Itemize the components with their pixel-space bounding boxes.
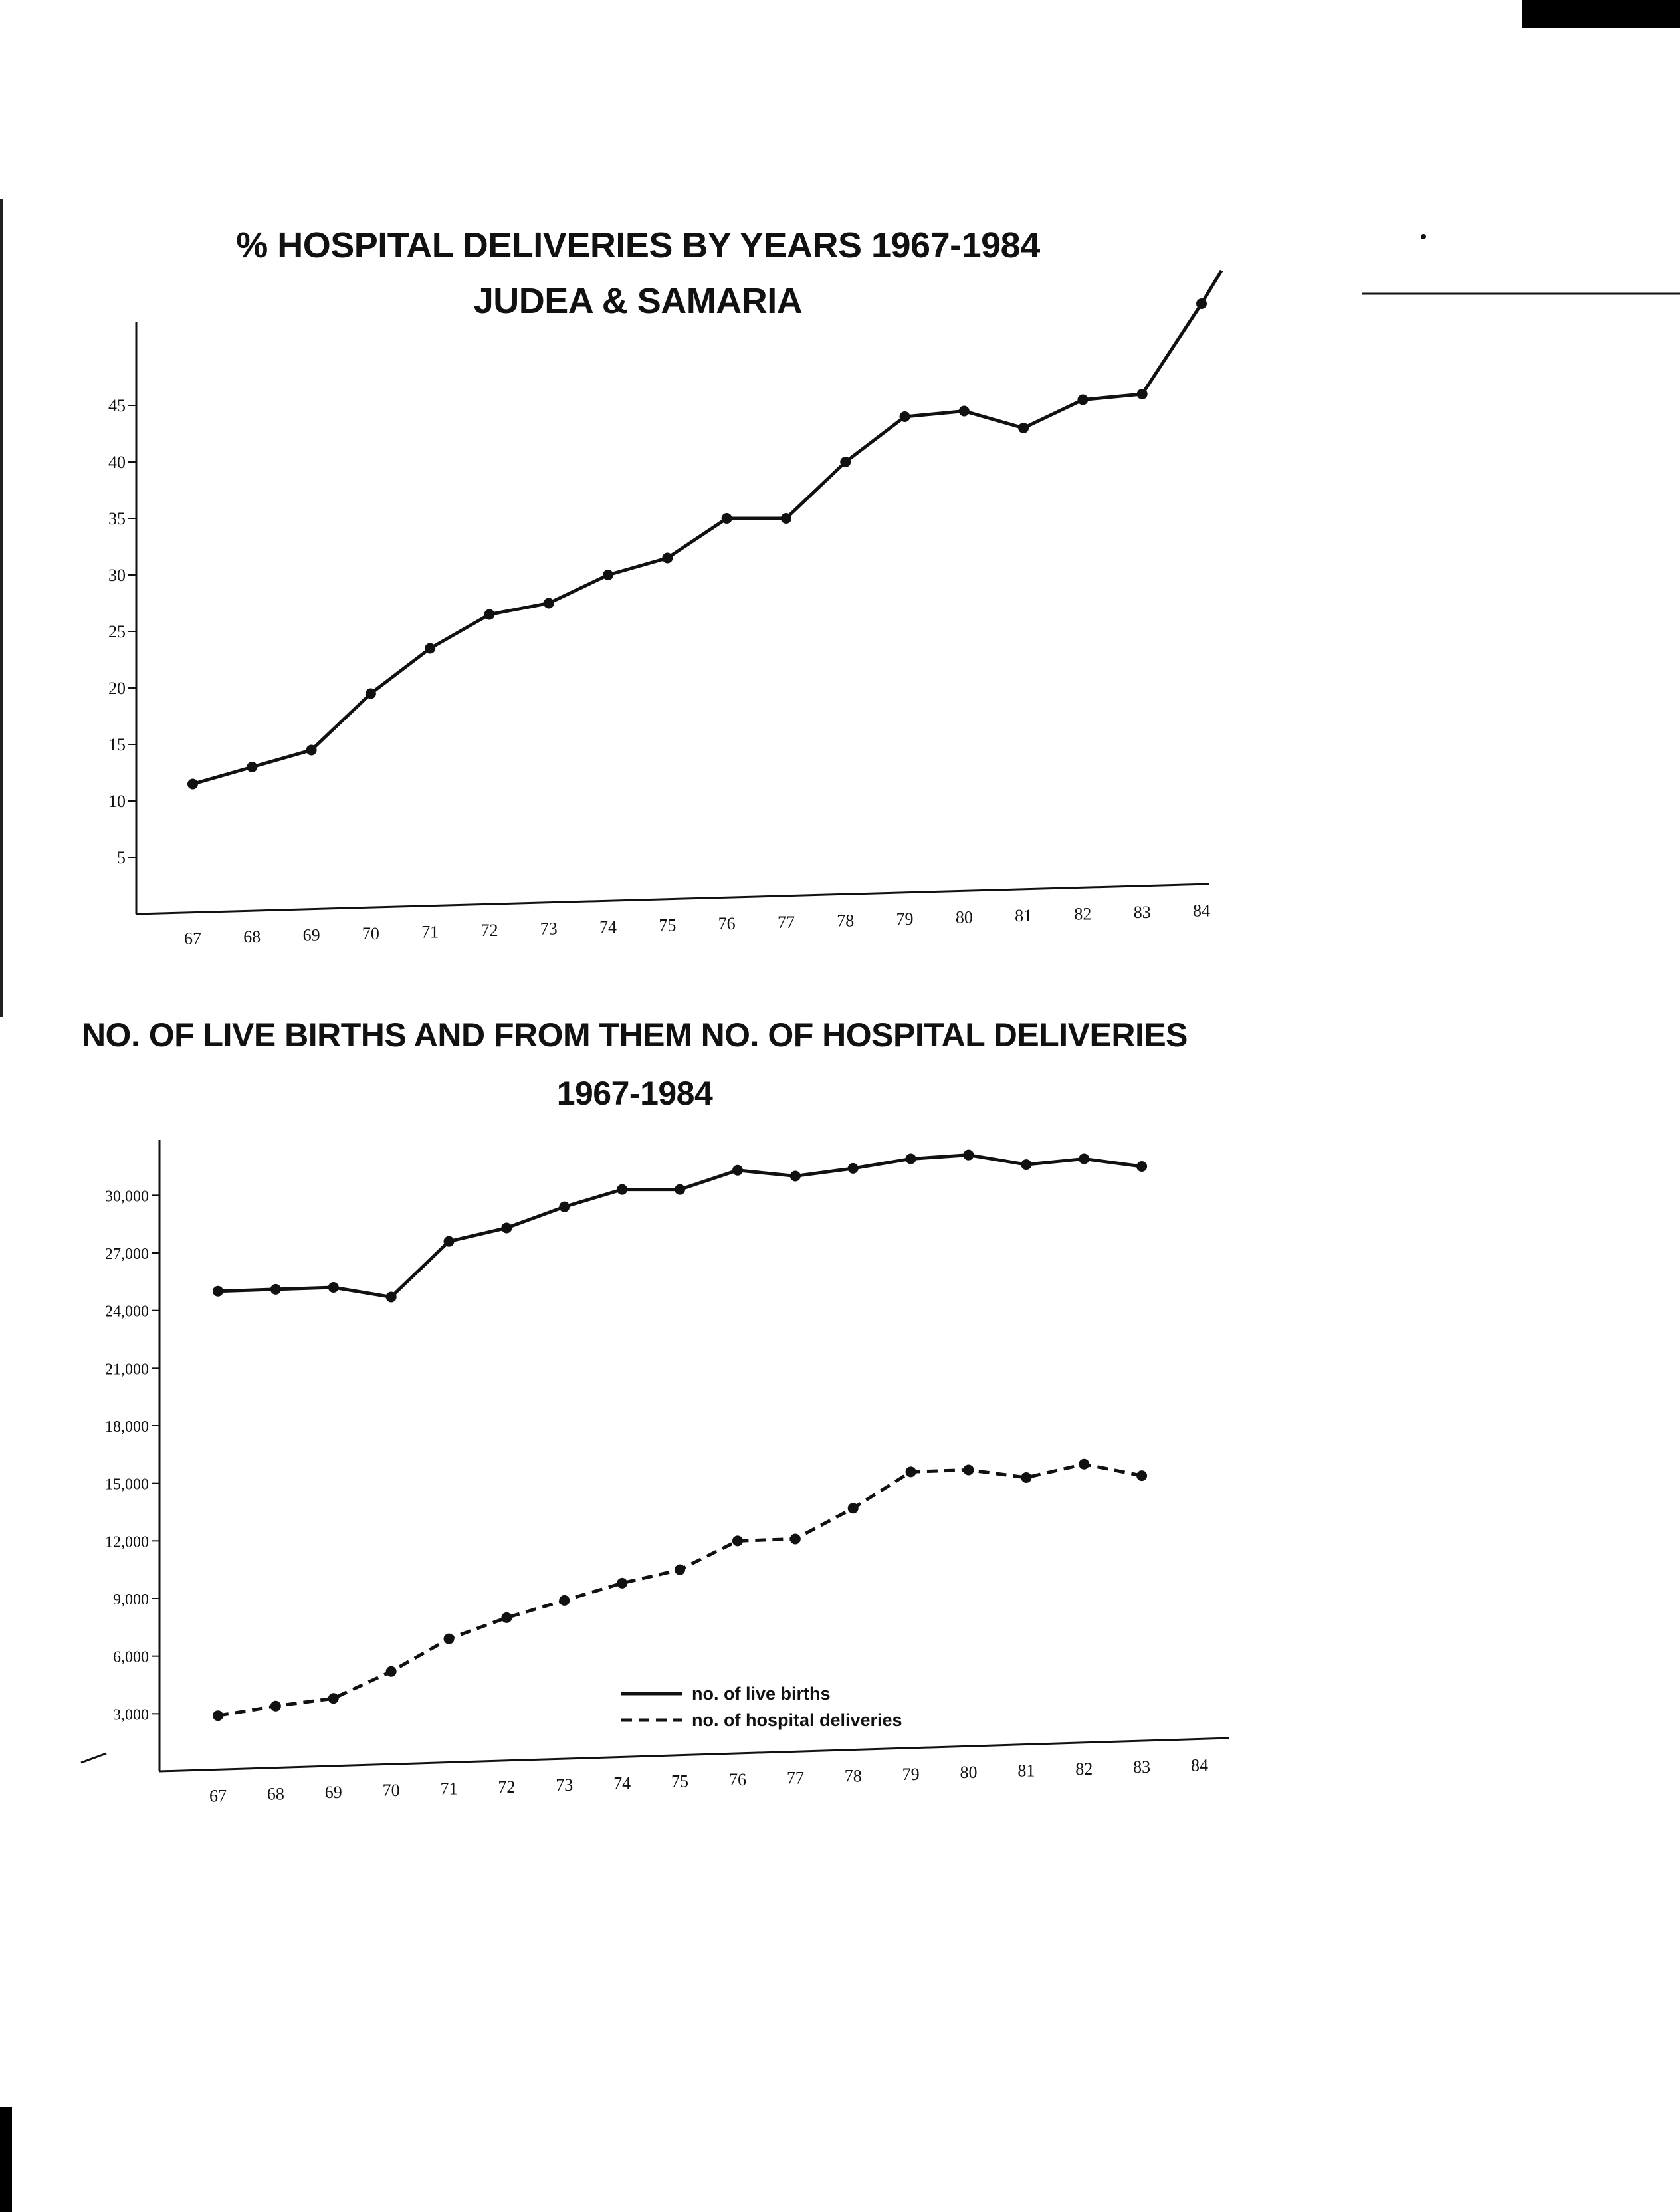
y-tick-label: 15 bbox=[108, 735, 126, 754]
data-point bbox=[213, 1286, 223, 1297]
x-tick-label: 69 bbox=[302, 925, 320, 945]
y-tick-label: 25 bbox=[108, 622, 126, 641]
data-point bbox=[963, 1150, 974, 1161]
chart1-title: % HOSPITAL DELIVERIES BY YEARS 1967-1984 bbox=[236, 225, 1040, 265]
data-point bbox=[1021, 1159, 1031, 1170]
x-tick-label: 78 bbox=[837, 911, 855, 931]
data-point bbox=[270, 1284, 281, 1295]
data-point bbox=[790, 1533, 801, 1544]
x-tick-label: 80 bbox=[960, 1763, 978, 1783]
data-point bbox=[617, 1578, 627, 1589]
x-tick-label: 68 bbox=[243, 927, 261, 947]
x-tick-label: 74 bbox=[613, 1773, 631, 1793]
data-point bbox=[732, 1535, 743, 1546]
x-tick-label: 68 bbox=[266, 1784, 284, 1804]
data-point bbox=[617, 1184, 627, 1195]
x-tick-label: 81 bbox=[1017, 1761, 1035, 1781]
x-tick-label: 77 bbox=[777, 912, 795, 932]
data-point bbox=[213, 1710, 223, 1721]
x-axis bbox=[159, 1738, 1229, 1771]
y-tick-label: 35 bbox=[108, 509, 126, 528]
data-point bbox=[270, 1701, 281, 1712]
data-point bbox=[444, 1236, 455, 1247]
data-point bbox=[906, 1466, 916, 1477]
x-tick-label: 76 bbox=[718, 914, 736, 934]
legend-label: no. of live births bbox=[692, 1684, 831, 1704]
x-tick-label: 84 bbox=[1191, 1755, 1208, 1775]
data-point bbox=[790, 1170, 801, 1181]
data-point bbox=[1136, 1470, 1147, 1481]
y-tick-label: 3,000 bbox=[113, 1706, 149, 1724]
data-point bbox=[328, 1282, 339, 1293]
series-line bbox=[218, 1155, 1142, 1297]
legend-label: no. of hospital deliveries bbox=[692, 1710, 902, 1730]
x-tick-label: 84 bbox=[1193, 901, 1210, 921]
y-tick-label: 12,000 bbox=[105, 1533, 149, 1551]
data-point bbox=[848, 1163, 859, 1174]
data-point bbox=[1079, 1459, 1089, 1470]
x-tick-label: 74 bbox=[599, 917, 617, 937]
x-tick-label: 67 bbox=[184, 929, 201, 948]
x-tick-label: 80 bbox=[955, 907, 973, 927]
x-tick-label: 82 bbox=[1074, 904, 1092, 924]
series-line bbox=[218, 1464, 1142, 1715]
data-point bbox=[732, 1165, 743, 1176]
x-tick-label: 81 bbox=[1015, 905, 1033, 925]
data-point bbox=[906, 1153, 916, 1164]
x-tick-label: 73 bbox=[556, 1775, 574, 1795]
x-tick-label: 77 bbox=[786, 1768, 804, 1788]
y-tick-label: 21,000 bbox=[105, 1361, 149, 1379]
data-point bbox=[1021, 1472, 1031, 1483]
data-point bbox=[386, 1291, 397, 1302]
data-point bbox=[848, 1503, 859, 1513]
x-tick-label: 76 bbox=[728, 1769, 746, 1789]
x-tick-label: 79 bbox=[902, 1764, 920, 1784]
x-tick-label: 70 bbox=[382, 1781, 400, 1801]
x-tick-label: 79 bbox=[896, 909, 914, 929]
data-point bbox=[444, 1634, 455, 1644]
data-point bbox=[675, 1184, 685, 1195]
x-tick-label: 71 bbox=[440, 1779, 458, 1799]
data-point bbox=[963, 1464, 974, 1475]
y-tick-label: 20 bbox=[108, 679, 126, 698]
chart1-subtitle: JUDEA & SAMARIA bbox=[473, 281, 803, 321]
x-tick-label: 75 bbox=[659, 915, 677, 935]
data-point bbox=[386, 1666, 397, 1677]
y-tick-label: 5 bbox=[117, 848, 126, 867]
data-point bbox=[328, 1693, 339, 1704]
y-tick-label: 40 bbox=[108, 453, 126, 472]
y-tick-label: 24,000 bbox=[105, 1303, 149, 1321]
x-tick-label: 72 bbox=[480, 921, 498, 940]
x-tick-label: 83 bbox=[1133, 1757, 1151, 1777]
y-tick-label: 9,000 bbox=[113, 1591, 149, 1608]
data-point bbox=[559, 1202, 570, 1212]
x-tick-label: 83 bbox=[1133, 902, 1151, 922]
x-tick-label: 69 bbox=[324, 1782, 342, 1802]
y-tick-label: 30,000 bbox=[105, 1188, 149, 1206]
data-point bbox=[1079, 1153, 1089, 1164]
x-tick-label: 78 bbox=[844, 1766, 862, 1786]
chart2-subtitle: 1967-1984 bbox=[556, 1075, 713, 1112]
data-point bbox=[559, 1595, 570, 1606]
data-point bbox=[675, 1565, 685, 1575]
data-point bbox=[1136, 1161, 1147, 1172]
y-tick-label: 30 bbox=[108, 566, 126, 585]
y-tick-label: 10 bbox=[108, 792, 126, 811]
x-tick-label: 75 bbox=[671, 1771, 689, 1791]
y-tick-label: 27,000 bbox=[105, 1246, 149, 1263]
y-tick-label: 15,000 bbox=[105, 1476, 149, 1493]
data-point bbox=[501, 1612, 512, 1623]
x-tick-label: 70 bbox=[362, 924, 379, 944]
x-tick-label: 82 bbox=[1075, 1759, 1093, 1779]
chart2-title: NO. OF LIVE BIRTHS AND FROM THEM NO. OF HOSPITAL DELIVERIES bbox=[81, 1016, 1188, 1053]
x-tick-label: 67 bbox=[209, 1786, 227, 1806]
y-tick-label: 18,000 bbox=[105, 1418, 149, 1436]
y-tick-label: 6,000 bbox=[113, 1648, 149, 1666]
y-tick-label: 45 bbox=[108, 396, 126, 415]
data-point bbox=[501, 1222, 512, 1233]
x-tick-label: 72 bbox=[498, 1777, 516, 1797]
x-tick-label: 71 bbox=[421, 922, 439, 942]
x-tick-label: 73 bbox=[540, 919, 558, 939]
